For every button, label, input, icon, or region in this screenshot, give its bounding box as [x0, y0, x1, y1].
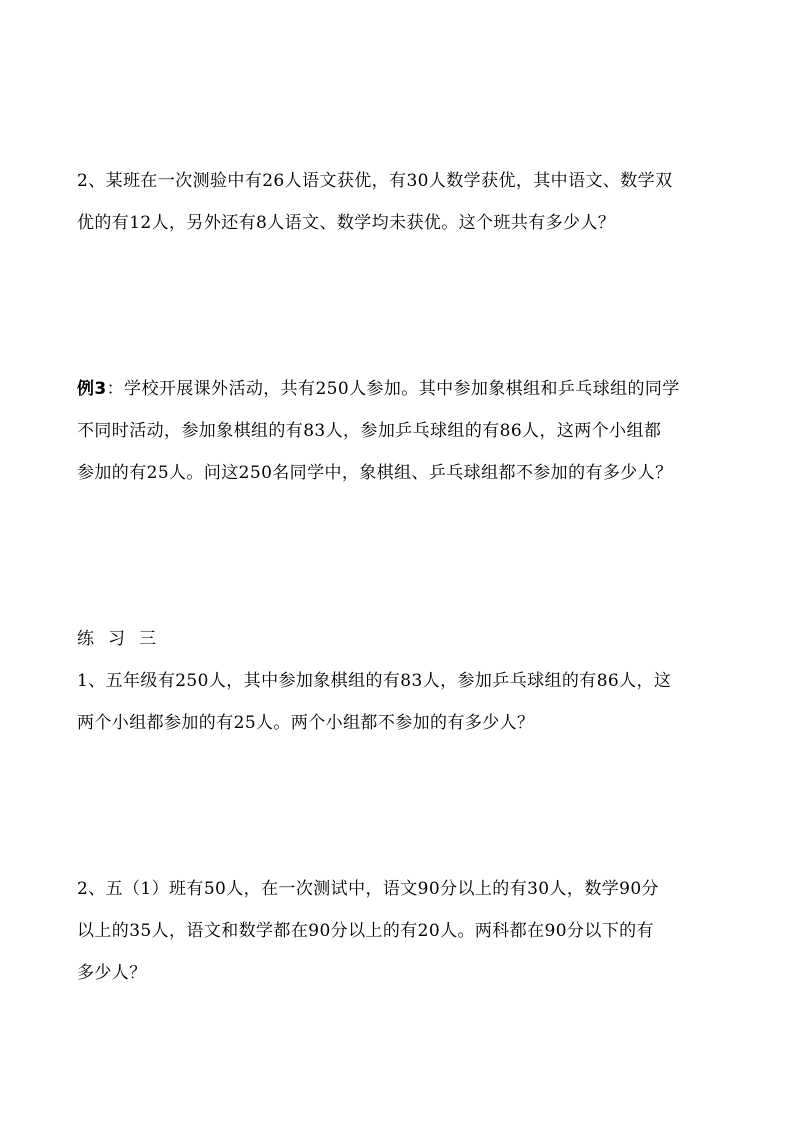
- problem-2-line-2: 优的有12人，另外还有8人语文、数学均未获优。这个班共有多少人？: [77, 213, 616, 233]
- example-3-label: 例3: [77, 379, 107, 399]
- example-3-line-1: [77, 378, 680, 400]
- practice-q2-line-3: 多少人？: [77, 963, 147, 983]
- practice-3-title: 练习三: [77, 629, 170, 649]
- practice-q1-line-2: 两个小组都参加的有25人。两个小组都不参加的有多少人？: [77, 713, 535, 733]
- example-3-line-1-text: ：学校开展课外活动，共有250人参加。其中参加象棋组和乒乓球组的同学: [106, 379, 680, 399]
- practice-q1-line-1: 1、五年级有250人，其中参加象棋组的有83人，参加乒乓球组的有86人，这: [77, 671, 672, 691]
- example-3-line-3: 参加的有25人。问这250名同学中，象棋组、乒乓球组都不参加的有多少人？: [77, 463, 673, 483]
- practice-q2-line-1: 2、五（1）班有50人，在一次测试中，语文90分以上的有30人，数学90分: [77, 879, 659, 899]
- practice-q2-line-2: 以上的35人，语文和数学都在90分以上的有20人。两科都在90分以下的有: [77, 921, 654, 941]
- problem-2-line-1: 2、某班在一次测验中有26人语文获优，有30人数学获优，其中语文、数学双: [77, 171, 673, 191]
- example-3-line-2: 不同时活动，参加象棋组的有83人，参加乒乓球组的有86人，这两个小组都: [77, 421, 662, 441]
